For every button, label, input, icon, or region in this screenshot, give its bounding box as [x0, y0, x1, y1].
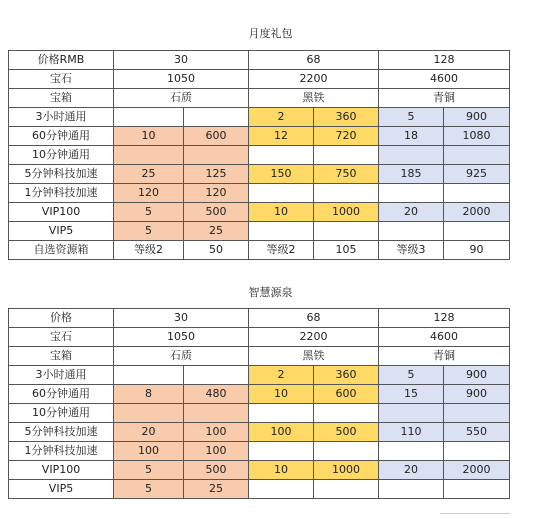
- value-cell: [184, 404, 249, 423]
- table-row: [9, 222, 510, 241]
- value-cell: [249, 404, 314, 423]
- tier-cell: 1050: [114, 328, 249, 347]
- item-label: VIP5: [9, 222, 114, 241]
- item-label: 10分钟通用: [9, 146, 114, 165]
- value-cell: 10: [249, 385, 314, 404]
- value-cell: 360: [314, 108, 379, 127]
- value-cell: 10: [249, 461, 314, 480]
- table-row: [9, 404, 510, 423]
- value-cell: 2000: [444, 461, 510, 480]
- item-label: 1分钟科技加速: [9, 184, 114, 203]
- value-cell: 50: [184, 241, 249, 260]
- value-cell: 1080: [444, 127, 510, 146]
- value-cell: [379, 184, 444, 203]
- value-cell: [314, 480, 379, 499]
- tier-cell: 30: [114, 309, 249, 328]
- value-cell: [444, 222, 510, 241]
- value-cell: [314, 146, 379, 165]
- value-cell: 25: [184, 222, 249, 241]
- value-cell: [379, 222, 444, 241]
- item-label: 3小时通用: [9, 108, 114, 127]
- table-title-monthly: 月度礼包: [248, 27, 293, 40]
- tier-cell: 1050: [114, 70, 249, 89]
- value-cell: 20: [379, 203, 444, 222]
- header-row: [9, 328, 510, 347]
- tier-cell: 128: [379, 309, 510, 328]
- table-row: [9, 423, 510, 442]
- table-row: [9, 165, 510, 184]
- tier-cell: 石质: [114, 347, 249, 366]
- header-row: [9, 347, 510, 366]
- row-label: 价格: [9, 309, 114, 328]
- value-cell: [444, 480, 510, 499]
- tier-cell: 30: [114, 51, 249, 70]
- item-label: 自选资源箱: [9, 241, 114, 260]
- value-cell: 5: [379, 366, 444, 385]
- value-cell: 500: [314, 423, 379, 442]
- value-cell: 500: [184, 203, 249, 222]
- value-cell: 2: [249, 366, 314, 385]
- value-cell: [114, 108, 184, 127]
- value-cell: [249, 442, 314, 461]
- value-cell: [249, 222, 314, 241]
- value-cell: 125: [184, 165, 249, 184]
- tier-cell: 黑铁: [249, 89, 379, 108]
- item-label: 5分钟科技加速: [9, 423, 114, 442]
- value-cell: [444, 442, 510, 461]
- value-cell: 480: [184, 385, 249, 404]
- tier-cell: 青铜: [379, 89, 510, 108]
- value-cell: 100: [184, 442, 249, 461]
- value-cell: 5: [114, 480, 184, 499]
- table-row: [9, 385, 510, 404]
- item-label: 3小时通用: [9, 366, 114, 385]
- value-cell: 900: [444, 366, 510, 385]
- value-cell: 5: [114, 461, 184, 480]
- value-cell: 等级2: [114, 241, 184, 260]
- item-label: 1分钟科技加速: [9, 442, 114, 461]
- item-label: 60分钟通用: [9, 127, 114, 146]
- value-cell: [114, 366, 184, 385]
- value-cell: [444, 184, 510, 203]
- wisdom-spring-table: [8, 308, 510, 499]
- value-cell: 等级2: [249, 241, 314, 260]
- table-row: [9, 461, 510, 480]
- value-cell: [314, 184, 379, 203]
- tier-cell: 2200: [249, 70, 379, 89]
- tier-cell: 68: [249, 309, 379, 328]
- value-cell: 15: [379, 385, 444, 404]
- value-cell: [184, 366, 249, 385]
- value-cell: 500: [184, 461, 249, 480]
- value-cell: [249, 480, 314, 499]
- value-cell: 5: [114, 222, 184, 241]
- value-cell: 12: [249, 127, 314, 146]
- value-cell: 1000: [314, 461, 379, 480]
- value-cell: [379, 442, 444, 461]
- value-cell: [314, 442, 379, 461]
- value-cell: 8: [114, 385, 184, 404]
- row-label: 宝箱: [9, 347, 114, 366]
- table-row: [9, 241, 510, 260]
- header-row: [9, 309, 510, 328]
- value-cell: 120: [114, 184, 184, 203]
- value-cell: 5: [379, 108, 444, 127]
- value-cell: [249, 184, 314, 203]
- table-row: [9, 366, 510, 385]
- value-cell: 900: [444, 385, 510, 404]
- value-cell: [114, 404, 184, 423]
- row-label: 宝石: [9, 70, 114, 89]
- tier-cell: 青铜: [379, 347, 510, 366]
- value-cell: [314, 404, 379, 423]
- tier-cell: 68: [249, 51, 379, 70]
- table-row: [9, 442, 510, 461]
- value-cell: 1000: [314, 203, 379, 222]
- value-cell: 185: [379, 165, 444, 184]
- value-cell: [444, 404, 510, 423]
- value-cell: [444, 146, 510, 165]
- value-cell: 25: [114, 165, 184, 184]
- value-cell: 720: [314, 127, 379, 146]
- item-label: 5分钟科技加速: [9, 165, 114, 184]
- value-cell: 105: [314, 241, 379, 260]
- value-cell: 750: [314, 165, 379, 184]
- row-label: 宝箱: [9, 89, 114, 108]
- table-row: [9, 146, 510, 165]
- header-row: [9, 51, 510, 70]
- table-row: [9, 127, 510, 146]
- item-label: 60分钟通用: [9, 385, 114, 404]
- tier-cell: 石质: [114, 89, 249, 108]
- value-cell: [114, 146, 184, 165]
- value-cell: 900: [444, 108, 510, 127]
- value-cell: 550: [444, 423, 510, 442]
- value-cell: 等级3: [379, 241, 444, 260]
- table-row: [9, 184, 510, 203]
- value-cell: 110: [379, 423, 444, 442]
- value-cell: 150: [249, 165, 314, 184]
- table-row: [9, 108, 510, 127]
- value-cell: 2: [249, 108, 314, 127]
- tier-cell: 黑铁: [249, 347, 379, 366]
- value-cell: [249, 146, 314, 165]
- row-label: 价格RMB: [9, 51, 114, 70]
- row-label: 宝石: [9, 328, 114, 347]
- value-cell: 18: [379, 127, 444, 146]
- tier-cell: 2200: [249, 328, 379, 347]
- tier-cell: 4600: [379, 328, 510, 347]
- item-label: VIP100: [9, 461, 114, 480]
- monthly-pack-table: [8, 50, 510, 260]
- value-cell: 5: [114, 203, 184, 222]
- value-cell: 10: [114, 127, 184, 146]
- item-label: 10分钟通用: [9, 404, 114, 423]
- item-label: VIP100: [9, 203, 114, 222]
- value-cell: 600: [184, 127, 249, 146]
- value-cell: [379, 146, 444, 165]
- value-cell: 25: [184, 480, 249, 499]
- table-row: [9, 203, 510, 222]
- value-cell: 90: [444, 241, 510, 260]
- header-row: [9, 70, 510, 89]
- cut-off-row-edge: [440, 513, 510, 519]
- value-cell: 925: [444, 165, 510, 184]
- tier-cell: 128: [379, 51, 510, 70]
- table-title-wisdom: 智慧源泉: [248, 286, 293, 299]
- value-cell: [379, 404, 444, 423]
- value-cell: 600: [314, 385, 379, 404]
- value-cell: 360: [314, 366, 379, 385]
- value-cell: 2000: [444, 203, 510, 222]
- item-label: VIP5: [9, 480, 114, 499]
- tier-cell: 4600: [379, 70, 510, 89]
- value-cell: [184, 146, 249, 165]
- value-cell: 100: [114, 442, 184, 461]
- value-cell: 100: [184, 423, 249, 442]
- value-cell: [379, 480, 444, 499]
- value-cell: 120: [184, 184, 249, 203]
- value-cell: 10: [249, 203, 314, 222]
- value-cell: [314, 222, 379, 241]
- value-cell: [184, 108, 249, 127]
- value-cell: 100: [249, 423, 314, 442]
- value-cell: 20: [379, 461, 444, 480]
- header-row: [9, 89, 510, 108]
- value-cell: 20: [114, 423, 184, 442]
- table-row: [9, 480, 510, 499]
